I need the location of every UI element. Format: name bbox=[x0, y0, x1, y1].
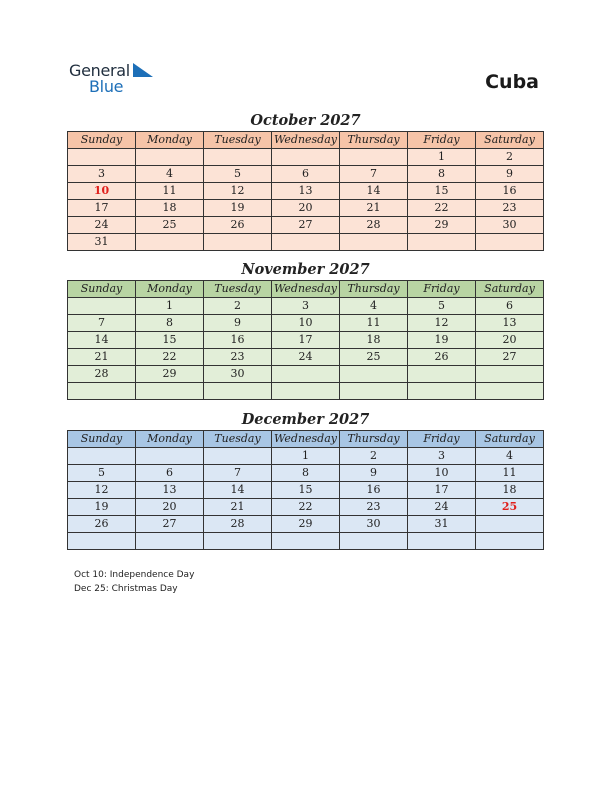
day-cell: 17 bbox=[272, 332, 340, 349]
day-cell: 2 bbox=[340, 448, 408, 465]
day-cell: 15 bbox=[408, 183, 476, 200]
empty-day-cell bbox=[136, 448, 204, 465]
empty-day-cell bbox=[408, 533, 476, 550]
day-cell: 18 bbox=[136, 200, 204, 217]
day-cell: 13 bbox=[136, 482, 204, 499]
day-cell: 24 bbox=[68, 217, 136, 234]
day-cell: 8 bbox=[408, 166, 476, 183]
week-row bbox=[68, 482, 544, 499]
week-row bbox=[68, 366, 544, 383]
week-row bbox=[68, 516, 544, 533]
day-cell: 25 bbox=[476, 499, 544, 516]
day-cell: 8 bbox=[272, 465, 340, 482]
empty-day-cell bbox=[68, 149, 136, 166]
empty-day-cell bbox=[204, 448, 272, 465]
empty-day-cell bbox=[476, 383, 544, 400]
empty-day-cell bbox=[136, 533, 204, 550]
day-cell: 12 bbox=[204, 183, 272, 200]
weekday-header-row bbox=[68, 431, 544, 448]
empty-day-cell bbox=[340, 149, 408, 166]
weekday-header: Sunday bbox=[68, 132, 136, 149]
weekday-header: Wednesday bbox=[272, 132, 340, 149]
day-cell: 16 bbox=[476, 183, 544, 200]
day-cell: 13 bbox=[272, 183, 340, 200]
day-cell: 20 bbox=[136, 499, 204, 516]
calendar-month-december bbox=[67, 410, 544, 550]
calendar-month-november bbox=[67, 260, 544, 400]
empty-day-cell bbox=[136, 383, 204, 400]
empty-day-cell bbox=[476, 516, 544, 533]
week-row bbox=[68, 448, 544, 465]
weekday-header: Wednesday bbox=[272, 431, 340, 448]
day-cell: 23 bbox=[204, 349, 272, 366]
empty-day-cell bbox=[408, 366, 476, 383]
day-cell: 6 bbox=[476, 298, 544, 315]
day-cell: 28 bbox=[68, 366, 136, 383]
day-cell: 31 bbox=[408, 516, 476, 533]
day-cell: 3 bbox=[272, 298, 340, 315]
week-row bbox=[68, 383, 544, 400]
calendar-table bbox=[67, 430, 544, 550]
day-cell: 7 bbox=[340, 166, 408, 183]
weekday-header: Thursday bbox=[340, 132, 408, 149]
day-cell: 11 bbox=[136, 183, 204, 200]
week-row bbox=[68, 183, 544, 200]
weekday-header-row bbox=[68, 281, 544, 298]
day-cell: 19 bbox=[408, 332, 476, 349]
day-cell: 4 bbox=[136, 166, 204, 183]
day-cell: 25 bbox=[340, 349, 408, 366]
holiday-note: Oct 10: Independence Day bbox=[74, 570, 195, 580]
empty-day-cell bbox=[68, 383, 136, 400]
weekday-header: Sunday bbox=[68, 431, 136, 448]
day-cell: 13 bbox=[476, 315, 544, 332]
day-cell: 27 bbox=[272, 217, 340, 234]
day-cell: 22 bbox=[408, 200, 476, 217]
empty-day-cell bbox=[476, 234, 544, 251]
week-row bbox=[68, 217, 544, 234]
day-cell: 15 bbox=[272, 482, 340, 499]
empty-day-cell bbox=[204, 383, 272, 400]
empty-day-cell bbox=[204, 234, 272, 251]
day-cell: 10 bbox=[68, 183, 136, 200]
weekday-header: Sunday bbox=[68, 281, 136, 298]
empty-day-cell bbox=[476, 366, 544, 383]
day-cell: 18 bbox=[340, 332, 408, 349]
day-cell: 5 bbox=[68, 465, 136, 482]
empty-day-cell bbox=[136, 234, 204, 251]
day-cell: 15 bbox=[136, 332, 204, 349]
empty-day-cell bbox=[204, 149, 272, 166]
weekday-header: Monday bbox=[136, 281, 204, 298]
day-cell: 11 bbox=[340, 315, 408, 332]
day-cell: 4 bbox=[340, 298, 408, 315]
week-row bbox=[68, 499, 544, 516]
empty-day-cell bbox=[408, 383, 476, 400]
empty-day-cell bbox=[272, 383, 340, 400]
day-cell: 30 bbox=[204, 366, 272, 383]
brand-triangle-icon bbox=[133, 63, 153, 77]
day-cell: 9 bbox=[204, 315, 272, 332]
day-cell: 14 bbox=[340, 183, 408, 200]
empty-day-cell bbox=[136, 149, 204, 166]
empty-day-cell bbox=[408, 234, 476, 251]
weekday-header: Saturday bbox=[476, 281, 544, 298]
day-cell: 5 bbox=[204, 166, 272, 183]
empty-day-cell bbox=[68, 448, 136, 465]
weekday-header: Friday bbox=[408, 431, 476, 448]
weekday-header: Monday bbox=[136, 132, 204, 149]
calendar-table bbox=[67, 280, 544, 400]
day-cell: 31 bbox=[68, 234, 136, 251]
country-title: Cuba bbox=[485, 71, 539, 93]
day-cell: 2 bbox=[204, 298, 272, 315]
week-row bbox=[68, 166, 544, 183]
day-cell: 12 bbox=[68, 482, 136, 499]
brand-logo bbox=[69, 61, 169, 97]
empty-day-cell bbox=[272, 234, 340, 251]
weekday-header: Tuesday bbox=[204, 281, 272, 298]
day-cell: 27 bbox=[136, 516, 204, 533]
day-cell: 19 bbox=[68, 499, 136, 516]
calendar-month-october bbox=[67, 111, 544, 251]
day-cell: 3 bbox=[408, 448, 476, 465]
day-cell: 25 bbox=[136, 217, 204, 234]
empty-day-cell bbox=[476, 533, 544, 550]
day-cell: 23 bbox=[340, 499, 408, 516]
day-cell: 4 bbox=[476, 448, 544, 465]
day-cell: 11 bbox=[476, 465, 544, 482]
empty-day-cell bbox=[204, 533, 272, 550]
day-cell: 16 bbox=[204, 332, 272, 349]
day-cell: 3 bbox=[68, 166, 136, 183]
day-cell: 7 bbox=[204, 465, 272, 482]
weekday-header: Saturday bbox=[476, 132, 544, 149]
day-cell: 24 bbox=[408, 499, 476, 516]
day-cell: 10 bbox=[408, 465, 476, 482]
day-cell: 21 bbox=[68, 349, 136, 366]
day-cell: 1 bbox=[272, 448, 340, 465]
day-cell: 26 bbox=[408, 349, 476, 366]
day-cell: 21 bbox=[204, 499, 272, 516]
weekday-header: Thursday bbox=[340, 281, 408, 298]
day-cell: 28 bbox=[204, 516, 272, 533]
weekday-header: Tuesday bbox=[204, 431, 272, 448]
weekday-header: Tuesday bbox=[204, 132, 272, 149]
weekday-header: Wednesday bbox=[272, 281, 340, 298]
month-title: December 2027 bbox=[241, 411, 370, 428]
day-cell: 28 bbox=[340, 217, 408, 234]
holiday-note: Dec 25: Christmas Day bbox=[74, 584, 178, 594]
day-cell: 26 bbox=[204, 217, 272, 234]
weekday-header: Thursday bbox=[340, 431, 408, 448]
week-row bbox=[68, 315, 544, 332]
weekday-header: Friday bbox=[408, 132, 476, 149]
week-row bbox=[68, 332, 544, 349]
day-cell: 2 bbox=[476, 149, 544, 166]
week-row bbox=[68, 465, 544, 482]
empty-day-cell bbox=[340, 533, 408, 550]
month-title: October 2027 bbox=[250, 112, 361, 129]
empty-day-cell bbox=[272, 366, 340, 383]
holiday-notes bbox=[74, 568, 194, 596]
day-cell: 30 bbox=[340, 516, 408, 533]
day-cell: 18 bbox=[476, 482, 544, 499]
week-row bbox=[68, 149, 544, 166]
calendar-table bbox=[67, 131, 544, 251]
day-cell: 10 bbox=[272, 315, 340, 332]
day-cell: 22 bbox=[272, 499, 340, 516]
day-cell: 1 bbox=[408, 149, 476, 166]
empty-day-cell bbox=[272, 533, 340, 550]
day-cell: 20 bbox=[272, 200, 340, 217]
day-cell: 30 bbox=[476, 217, 544, 234]
day-cell: 16 bbox=[340, 482, 408, 499]
day-cell: 22 bbox=[136, 349, 204, 366]
day-cell: 23 bbox=[476, 200, 544, 217]
day-cell: 17 bbox=[68, 200, 136, 217]
day-cell: 9 bbox=[476, 166, 544, 183]
day-cell: 20 bbox=[476, 332, 544, 349]
day-cell: 14 bbox=[68, 332, 136, 349]
brand-name-general: General bbox=[69, 61, 130, 80]
empty-day-cell bbox=[68, 298, 136, 315]
day-cell: 26 bbox=[68, 516, 136, 533]
day-cell: 29 bbox=[272, 516, 340, 533]
day-cell: 29 bbox=[136, 366, 204, 383]
week-row bbox=[68, 200, 544, 217]
day-cell: 5 bbox=[408, 298, 476, 315]
day-cell: 14 bbox=[204, 482, 272, 499]
empty-day-cell bbox=[68, 533, 136, 550]
day-cell: 19 bbox=[204, 200, 272, 217]
day-cell: 24 bbox=[272, 349, 340, 366]
day-cell: 7 bbox=[68, 315, 136, 332]
day-cell: 8 bbox=[136, 315, 204, 332]
week-row bbox=[68, 298, 544, 315]
day-cell: 9 bbox=[340, 465, 408, 482]
weekday-header: Friday bbox=[408, 281, 476, 298]
week-row bbox=[68, 234, 544, 251]
week-row bbox=[68, 533, 544, 550]
weekday-header: Monday bbox=[136, 431, 204, 448]
day-cell: 29 bbox=[408, 217, 476, 234]
empty-day-cell bbox=[272, 149, 340, 166]
empty-day-cell bbox=[340, 366, 408, 383]
day-cell: 12 bbox=[408, 315, 476, 332]
day-cell: 27 bbox=[476, 349, 544, 366]
day-cell: 6 bbox=[136, 465, 204, 482]
empty-day-cell bbox=[340, 383, 408, 400]
day-cell: 21 bbox=[340, 200, 408, 217]
day-cell: 1 bbox=[136, 298, 204, 315]
month-title: November 2027 bbox=[241, 261, 370, 278]
day-cell: 6 bbox=[272, 166, 340, 183]
empty-day-cell bbox=[340, 234, 408, 251]
brand-name-blue: Blue bbox=[89, 77, 124, 96]
weekday-header: Saturday bbox=[476, 431, 544, 448]
weekday-header-row bbox=[68, 132, 544, 149]
day-cell: 17 bbox=[408, 482, 476, 499]
week-row bbox=[68, 349, 544, 366]
